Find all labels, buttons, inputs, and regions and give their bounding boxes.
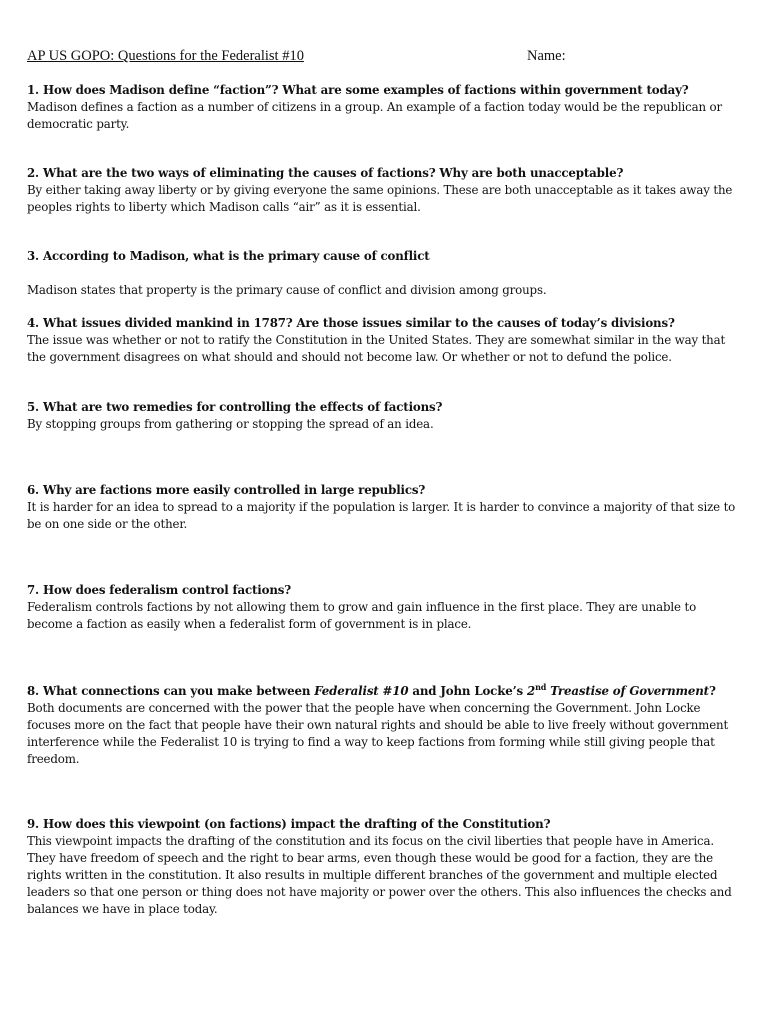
question-prefix: 8. What connections can you make between	[27, 684, 315, 698]
question-block-4	[27, 315, 739, 366]
answer-text: Both documents are concerned with the power that the people have when concerning the Government. John Locke focuses more on the fact that people have their own natural rights and should be able to live freely without government interference while the Federalist 10 is trying to find a way to keep factions from forming while still giving people that freedom.	[27, 701, 729, 766]
question-block-3	[27, 248, 739, 299]
ordinal-number: 2	[527, 684, 536, 698]
question-text: 6. Why are factions more easily controlled in large republics?	[27, 483, 426, 497]
answer-text: Madison defines a faction as a number of citizens in a group. An example of a faction today would be the republican or democratic party.	[27, 100, 722, 131]
question-block-2	[27, 165, 739, 216]
question-block-5	[27, 399, 739, 433]
question-block-1	[27, 82, 739, 133]
answer-text: By stopping groups from gathering or stopping the spread of an idea.	[27, 417, 434, 431]
question-text: 7. How does federalism control factions?	[27, 583, 292, 597]
question-text: 4. What issues divided mankind in 1787? Are those issues similar to the causes of today’s divisions?	[27, 316, 675, 330]
federalist-title: Federalist #10	[314, 684, 409, 698]
treatise-title: Treastise of Government	[546, 684, 709, 698]
answer-text: By either taking away liberty or by giving everyone the same opinions. These are both unacceptable as it takes away the peoples rights to liberty which Madison calls “air” as it is essential.	[27, 183, 733, 214]
question-text: 3. According to Madison, what is the primary cause of conflict	[27, 249, 430, 263]
answer-text: Madison states that property is the primary cause of conflict and division among groups.	[27, 283, 547, 297]
answer-text: This viewpoint impacts the drafting of the constitution and its focus on the civil liberties that people have in America. They have freedom of speech and the right to bear arms, even though these would be good for a faction, they are the rights written in the constitution. It also results in multiple different branches of the government and multiple elected leaders so that one person or thing does not have majority or power over the others. This also influences the checks and balances we have in place today.	[27, 834, 732, 916]
answer-text: It is harder for an idea to spread to a majority if the population is larger. It is harder to convince a majority of that size to be on one side or the other.	[27, 500, 736, 531]
question-block-7	[27, 582, 739, 633]
answer-text: Federalism controls factions by not allowing them to grow and gain influence in the first place. They are unable to become a faction as easily when a federalist form of government is in place.	[27, 600, 697, 631]
name-label: Name:	[527, 48, 566, 64]
question-text: 9. How does this viewpoint (on factions) impact the drafting of the Constitution?	[27, 817, 551, 831]
question-text: 2. What are the two ways of eliminating the causes of factions? Why are both unacceptable?	[27, 166, 624, 180]
question-text: 1. How does Madison define “faction”? What are some examples of factions within government today?	[27, 83, 689, 97]
worksheet-header	[27, 48, 727, 68]
answer-text: The issue was whether or not to ratify the Constitution in the United States. They are somewhat similar in the way that the government disagrees on what should and should not become law. Or whether or not to defund the police.	[27, 333, 726, 364]
ordinal-suffix: nd	[535, 682, 547, 693]
question-text: 5. What are two remedies for controlling the effects of factions?	[27, 400, 443, 414]
question-end: ?	[708, 684, 716, 698]
question-block-8	[27, 683, 739, 768]
question-block-6	[27, 482, 739, 533]
question-text	[27, 683, 739, 700]
worksheet-title: AP US GOPO: Questions for the Federalist #10	[27, 48, 304, 64]
question-middle: and John Locke’s	[408, 684, 527, 698]
question-block-9	[27, 816, 739, 918]
